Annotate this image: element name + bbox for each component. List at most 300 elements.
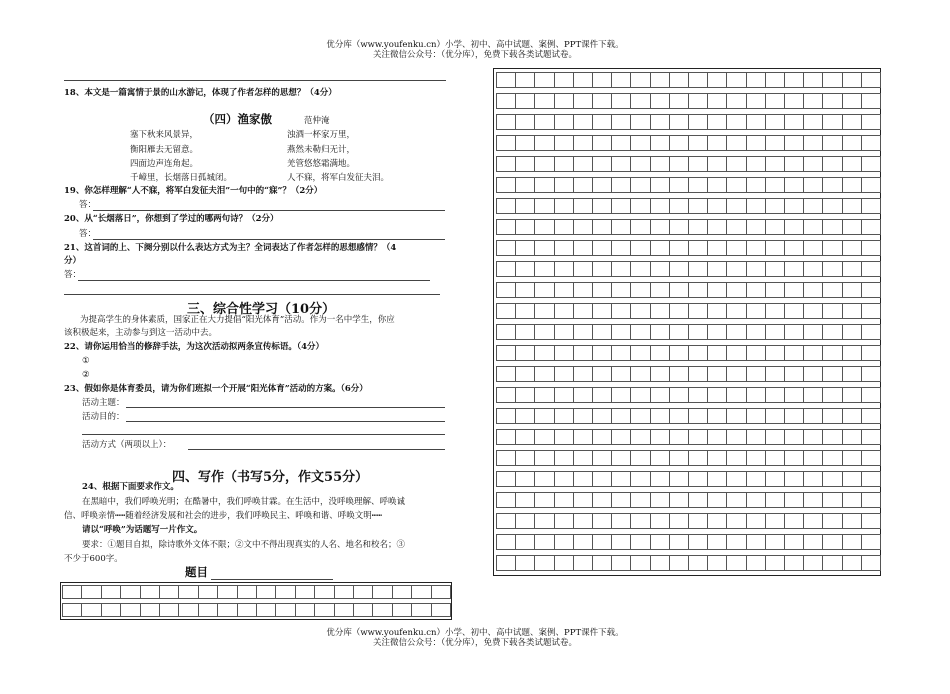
grid-cell[interactable] [842, 450, 862, 466]
grid-cell[interactable] [726, 93, 746, 109]
grid-cell[interactable] [822, 93, 842, 109]
grid-cell[interactable] [784, 72, 804, 88]
grid-cell[interactable] [630, 450, 650, 466]
grid-cell[interactable] [765, 555, 785, 571]
grid-cell[interactable] [746, 324, 766, 340]
grid-cell[interactable] [746, 282, 766, 298]
grid-cell[interactable] [842, 408, 862, 424]
grid-cell[interactable] [334, 585, 354, 599]
grid-cell[interactable] [765, 261, 785, 277]
grid-cell[interactable] [592, 534, 612, 550]
grid-cell[interactable] [431, 603, 451, 617]
grid-cell[interactable] [822, 492, 842, 508]
grid-cell[interactable] [861, 72, 881, 88]
grid-cell[interactable] [688, 534, 708, 550]
grid-cell[interactable] [784, 93, 804, 109]
grid-cell[interactable] [726, 177, 746, 193]
grid-cell[interactable] [650, 114, 670, 130]
grid-cell[interactable] [746, 492, 766, 508]
grid-cell[interactable] [822, 177, 842, 193]
grid-cell[interactable] [726, 240, 746, 256]
grid-cell[interactable] [803, 303, 823, 319]
grid-cell[interactable] [861, 324, 881, 340]
grid-cell[interactable] [554, 303, 574, 319]
grid-cell[interactable] [746, 450, 766, 466]
grid-cell[interactable] [554, 366, 574, 382]
grid-cell[interactable] [765, 177, 785, 193]
grid-cell[interactable] [534, 324, 554, 340]
grid-cell[interactable] [861, 219, 881, 235]
grid-cell[interactable] [669, 135, 689, 151]
grid-cell[interactable] [554, 72, 574, 88]
grid-cell[interactable] [496, 555, 516, 571]
grid-cell[interactable] [630, 555, 650, 571]
grid-cell[interactable] [120, 585, 140, 599]
grid-cell[interactable] [496, 492, 516, 508]
grid-cell[interactable] [784, 366, 804, 382]
grid-cell[interactable] [746, 198, 766, 214]
grid-cell[interactable] [707, 156, 727, 172]
grid-cell[interactable] [861, 345, 881, 361]
grid-cell[interactable] [515, 114, 535, 130]
grid-cell[interactable] [515, 135, 535, 151]
grid-cell[interactable] [592, 177, 612, 193]
grid-cell[interactable] [534, 72, 554, 88]
grid-cell[interactable] [822, 555, 842, 571]
grid-cell[interactable] [861, 177, 881, 193]
grid-cell[interactable] [372, 585, 392, 599]
grid-cell[interactable] [861, 450, 881, 466]
grid-cell[interactable] [554, 387, 574, 403]
grid-cell[interactable] [554, 282, 574, 298]
grid-cell[interactable] [822, 471, 842, 487]
grid-cell[interactable] [842, 387, 862, 403]
grid-cell[interactable] [669, 219, 689, 235]
grid-cell[interactable] [611, 513, 631, 529]
grid-cell[interactable] [573, 177, 593, 193]
grid-cell[interactable] [822, 282, 842, 298]
grid-cell[interactable] [688, 555, 708, 571]
grid-cell[interactable] [611, 450, 631, 466]
grid-cell[interactable] [650, 282, 670, 298]
grid-cell[interactable] [803, 93, 823, 109]
grid-cell[interactable] [861, 261, 881, 277]
grid-cell[interactable] [669, 114, 689, 130]
grid-cell[interactable] [746, 534, 766, 550]
grid-cell[interactable] [650, 513, 670, 529]
grid-cell[interactable] [630, 282, 650, 298]
grid-cell[interactable] [630, 303, 650, 319]
grid-cell[interactable] [842, 156, 862, 172]
grid-cell[interactable] [573, 93, 593, 109]
grid-cell[interactable] [650, 198, 670, 214]
grid-cell[interactable] [515, 450, 535, 466]
grid-cell[interactable] [611, 114, 631, 130]
grid-cell[interactable] [688, 408, 708, 424]
grid-cell[interactable] [534, 492, 554, 508]
grid-cell[interactable] [861, 408, 881, 424]
grid-cell[interactable] [554, 135, 574, 151]
grid-cell[interactable] [411, 603, 431, 617]
grid-cell[interactable] [573, 492, 593, 508]
grid-cell[interactable] [822, 156, 842, 172]
grid-cell[interactable] [746, 93, 766, 109]
grid-cell[interactable] [688, 156, 708, 172]
grid-cell[interactable] [515, 366, 535, 382]
grid-cell[interactable] [534, 450, 554, 466]
grid-cell[interactable] [669, 93, 689, 109]
grid-cell[interactable] [669, 471, 689, 487]
grid-cell[interactable] [630, 240, 650, 256]
grid-cell[interactable] [650, 534, 670, 550]
grid-cell[interactable] [496, 324, 516, 340]
grid-cell[interactable] [178, 603, 198, 617]
grid-cell[interactable] [496, 345, 516, 361]
grid-cell[interactable] [573, 324, 593, 340]
grid-cell[interactable] [515, 93, 535, 109]
grid-cell[interactable] [765, 534, 785, 550]
grid-cell[interactable] [314, 585, 334, 599]
grid-cell[interactable] [650, 492, 670, 508]
grid-cell[interactable] [650, 429, 670, 445]
grid-cell[interactable] [784, 114, 804, 130]
grid-cell[interactable] [630, 513, 650, 529]
grid-cell[interactable] [861, 135, 881, 151]
grid-cell[interactable] [746, 513, 766, 529]
grid-cell[interactable] [534, 93, 554, 109]
grid-cell[interactable] [726, 303, 746, 319]
grid-cell[interactable] [707, 240, 727, 256]
grid-cell[interactable] [707, 492, 727, 508]
grid-cell[interactable] [726, 219, 746, 235]
grid-cell[interactable] [496, 198, 516, 214]
grid-cell[interactable] [431, 585, 451, 599]
grid-cell[interactable] [669, 72, 689, 88]
grid-cell[interactable] [630, 93, 650, 109]
grid-cell[interactable] [765, 72, 785, 88]
grid-cell[interactable] [592, 72, 612, 88]
grid-cell[interactable] [275, 603, 295, 617]
grid-cell[interactable] [515, 198, 535, 214]
grid-cell[interactable] [726, 114, 746, 130]
grid-cell[interactable] [707, 324, 727, 340]
grid-cell[interactable] [101, 585, 121, 599]
grid-cell[interactable] [861, 471, 881, 487]
grid-cell[interactable] [746, 366, 766, 382]
grid-cell[interactable] [746, 156, 766, 172]
grid-cell[interactable] [707, 408, 727, 424]
grid-cell[interactable] [496, 156, 516, 172]
grid-cell[interactable] [496, 408, 516, 424]
grid-cell[interactable] [534, 219, 554, 235]
grid-cell[interactable] [573, 282, 593, 298]
essay-grid-right[interactable] [493, 68, 881, 576]
grid-cell[interactable] [573, 240, 593, 256]
grid-cell[interactable] [803, 324, 823, 340]
grid-cell[interactable] [688, 345, 708, 361]
grid-cell[interactable] [669, 177, 689, 193]
grid-cell[interactable] [573, 513, 593, 529]
grid-cell[interactable] [746, 471, 766, 487]
grid-cell[interactable] [842, 261, 862, 277]
grid-cell[interactable] [784, 555, 804, 571]
grid-cell[interactable] [592, 93, 612, 109]
grid-cell[interactable] [496, 93, 516, 109]
grid-cell[interactable] [573, 135, 593, 151]
grid-cell[interactable] [496, 177, 516, 193]
grid-cell[interactable] [861, 240, 881, 256]
grid-cell[interactable] [784, 177, 804, 193]
grid-cell[interactable] [554, 219, 574, 235]
grid-cell[interactable] [842, 93, 862, 109]
grid-cell[interactable] [515, 387, 535, 403]
grid-cell[interactable] [650, 345, 670, 361]
grid-cell[interactable] [573, 156, 593, 172]
grid-cell[interactable] [822, 429, 842, 445]
grid-cell[interactable] [784, 324, 804, 340]
grid-cell[interactable] [554, 93, 574, 109]
grid-cell[interactable] [842, 282, 862, 298]
grid-cell[interactable] [554, 324, 574, 340]
grid-cell[interactable] [746, 429, 766, 445]
grid-cell[interactable] [372, 603, 392, 617]
grid-cell[interactable] [573, 219, 593, 235]
grid-cell[interactable] [314, 603, 334, 617]
grid-cell[interactable] [650, 303, 670, 319]
grid-cell[interactable] [573, 198, 593, 214]
grid-cell[interactable] [159, 603, 179, 617]
grid-cell[interactable] [573, 408, 593, 424]
grid-cell[interactable] [611, 177, 631, 193]
grid-cell[interactable] [765, 408, 785, 424]
grid-cell[interactable] [861, 387, 881, 403]
grid-cell[interactable] [861, 198, 881, 214]
grid-cell[interactable] [198, 585, 218, 599]
grid-cell[interactable] [707, 261, 727, 277]
grid-cell[interactable] [630, 366, 650, 382]
grid-cell[interactable] [669, 198, 689, 214]
grid-cell[interactable] [688, 303, 708, 319]
grid-cell[interactable] [707, 198, 727, 214]
grid-cell[interactable] [534, 513, 554, 529]
grid-cell[interactable] [803, 135, 823, 151]
grid-cell[interactable] [120, 603, 140, 617]
grid-cell[interactable] [784, 450, 804, 466]
grid-cell[interactable] [515, 240, 535, 256]
grid-cell[interactable] [534, 534, 554, 550]
grid-cell[interactable] [765, 93, 785, 109]
grid-cell[interactable] [822, 198, 842, 214]
grid-cell[interactable] [688, 366, 708, 382]
grid-cell[interactable] [611, 534, 631, 550]
grid-cell[interactable] [669, 450, 689, 466]
grid-cell[interactable] [554, 198, 574, 214]
grid-cell[interactable] [765, 387, 785, 403]
grid-cell[interactable] [256, 585, 276, 599]
grid-cell[interactable] [707, 429, 727, 445]
grid-cell[interactable] [688, 513, 708, 529]
grid-cell[interactable] [554, 429, 574, 445]
grid-cell[interactable] [592, 345, 612, 361]
grid-cell[interactable] [515, 261, 535, 277]
grid-cell[interactable] [650, 471, 670, 487]
grid-cell[interactable] [554, 177, 574, 193]
grid-cell[interactable] [534, 366, 554, 382]
grid-cell[interactable] [707, 555, 727, 571]
grid-cell[interactable] [592, 156, 612, 172]
grid-cell[interactable] [630, 177, 650, 193]
grid-cell[interactable] [707, 450, 727, 466]
grid-cell[interactable] [822, 513, 842, 529]
grid-cell[interactable] [554, 492, 574, 508]
grid-cell[interactable] [726, 450, 746, 466]
grid-cell[interactable] [275, 585, 295, 599]
grid-cell[interactable] [611, 198, 631, 214]
grid-cell[interactable] [688, 492, 708, 508]
grid-cell[interactable] [237, 603, 257, 617]
grid-cell[interactable] [592, 450, 612, 466]
grid-cell[interactable] [688, 72, 708, 88]
grid-cell[interactable] [707, 93, 727, 109]
grid-cell[interactable] [707, 303, 727, 319]
grid-cell[interactable] [573, 366, 593, 382]
grid-cell[interactable] [496, 450, 516, 466]
grid-cell[interactable] [765, 345, 785, 361]
grid-cell[interactable] [81, 585, 101, 599]
grid-cell[interactable] [822, 534, 842, 550]
grid-cell[interactable] [688, 471, 708, 487]
grid-cell[interactable] [515, 513, 535, 529]
grid-cell[interactable] [353, 603, 373, 617]
grid-cell[interactable] [765, 450, 785, 466]
grid-cell[interactable] [861, 429, 881, 445]
grid-cell[interactable] [554, 450, 574, 466]
grid-cell[interactable] [822, 387, 842, 403]
grid-cell[interactable] [707, 177, 727, 193]
grid-cell[interactable] [534, 345, 554, 361]
grid-cell[interactable] [822, 72, 842, 88]
grid-cell[interactable] [842, 324, 862, 340]
grid-cell[interactable] [688, 282, 708, 298]
grid-cell[interactable] [496, 534, 516, 550]
grid-cell[interactable] [573, 345, 593, 361]
grid-cell[interactable] [496, 303, 516, 319]
grid-cell[interactable] [140, 603, 160, 617]
grid-cell[interactable] [784, 156, 804, 172]
grid-cell[interactable] [611, 408, 631, 424]
grid-cell[interactable] [784, 387, 804, 403]
grid-cell[interactable] [534, 555, 554, 571]
grid-cell[interactable] [611, 240, 631, 256]
grid-cell[interactable] [650, 450, 670, 466]
grid-cell[interactable] [842, 492, 862, 508]
grid-cell[interactable] [630, 471, 650, 487]
grid-cell[interactable] [611, 93, 631, 109]
grid-cell[interactable] [822, 303, 842, 319]
grid-cell[interactable] [611, 261, 631, 277]
grid-cell[interactable] [515, 471, 535, 487]
grid-cell[interactable] [611, 492, 631, 508]
grid-cell[interactable] [688, 219, 708, 235]
grid-cell[interactable] [496, 387, 516, 403]
grid-cell[interactable] [707, 114, 727, 130]
grid-cell[interactable] [630, 429, 650, 445]
grid-cell[interactable] [650, 72, 670, 88]
grid-cell[interactable] [746, 408, 766, 424]
grid-cell[interactable] [650, 366, 670, 382]
grid-cell[interactable] [726, 135, 746, 151]
grid-cell[interactable] [592, 471, 612, 487]
grid-cell[interactable] [515, 429, 535, 445]
grid-cell[interactable] [784, 471, 804, 487]
grid-cell[interactable] [496, 471, 516, 487]
grid-cell[interactable] [842, 219, 862, 235]
grid-cell[interactable] [707, 534, 727, 550]
grid-cell[interactable] [237, 585, 257, 599]
grid-cell[interactable] [534, 240, 554, 256]
grid-cell[interactable] [81, 603, 101, 617]
grid-cell[interactable] [746, 135, 766, 151]
grid-cell[interactable] [803, 177, 823, 193]
grid-cell[interactable] [630, 534, 650, 550]
grid-cell[interactable] [822, 408, 842, 424]
grid-cell[interactable] [630, 261, 650, 277]
grid-cell[interactable] [554, 345, 574, 361]
grid-cell[interactable] [515, 219, 535, 235]
grid-cell[interactable] [669, 240, 689, 256]
grid-cell[interactable] [784, 345, 804, 361]
grid-cell[interactable] [726, 513, 746, 529]
grid-cell[interactable] [822, 114, 842, 130]
grid-cell[interactable] [592, 366, 612, 382]
grid-cell[interactable] [669, 408, 689, 424]
grid-cell[interactable] [611, 135, 631, 151]
grid-cell[interactable] [592, 387, 612, 403]
grid-cell[interactable] [803, 345, 823, 361]
grid-cell[interactable] [803, 366, 823, 382]
grid-cell[interactable] [707, 135, 727, 151]
grid-cell[interactable] [803, 471, 823, 487]
grid-cell[interactable] [726, 366, 746, 382]
grid-cell[interactable] [217, 585, 237, 599]
grid-cell[interactable] [515, 324, 535, 340]
grid-cell[interactable] [765, 282, 785, 298]
grid-cell[interactable] [726, 345, 746, 361]
grid-cell[interactable] [842, 429, 862, 445]
grid-cell[interactable] [861, 555, 881, 571]
grid-cell[interactable] [784, 261, 804, 277]
grid-cell[interactable] [573, 471, 593, 487]
grid-cell[interactable] [765, 135, 785, 151]
grid-cell[interactable] [573, 303, 593, 319]
grid-cell[interactable] [707, 471, 727, 487]
grid-cell[interactable] [515, 156, 535, 172]
grid-cell[interactable] [611, 345, 631, 361]
grid-cell[interactable] [726, 492, 746, 508]
essay-title-line[interactable] [211, 579, 333, 580]
grid-cell[interactable] [573, 114, 593, 130]
grid-cell[interactable] [496, 219, 516, 235]
grid-cell[interactable] [746, 345, 766, 361]
grid-cell[interactable] [688, 93, 708, 109]
grid-cell[interactable] [726, 324, 746, 340]
grid-cell[interactable] [515, 177, 535, 193]
grid-cell[interactable] [688, 261, 708, 277]
grid-cell[interactable] [515, 555, 535, 571]
grid-cell[interactable] [822, 135, 842, 151]
grid-cell[interactable] [765, 156, 785, 172]
grid-cell[interactable] [784, 240, 804, 256]
